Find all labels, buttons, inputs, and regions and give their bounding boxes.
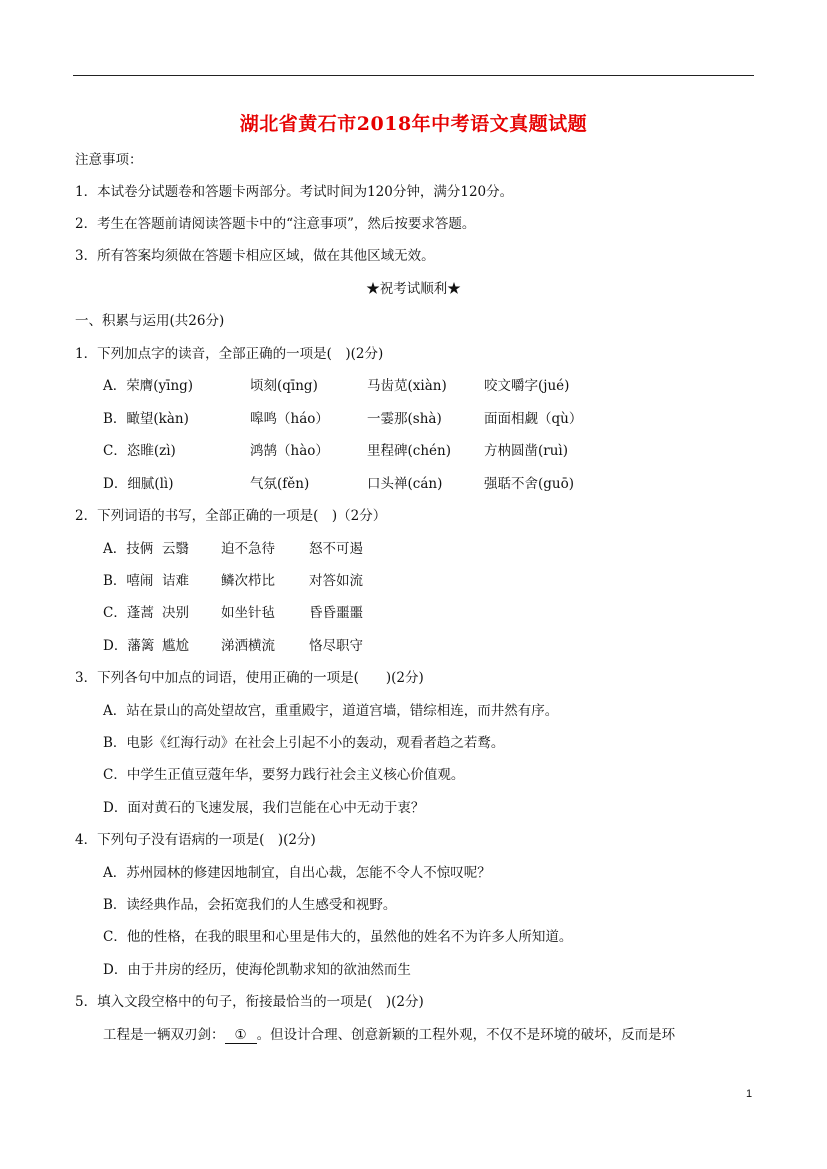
q2-option-b-item: 对答如流 (309, 573, 363, 589)
q1-option-c-item: 方枘圆凿(ruì) (484, 443, 568, 459)
section-heading: 一、积累与运用(共26分) (75, 313, 225, 329)
q1-option-c-item: 里程碑(chén) (367, 443, 451, 459)
question-4-stem: 4．下列句子没有语病的一项是( )(2分) (75, 832, 316, 848)
q3-option-a: A．站在景山的高处望故宫，重重殿宇，道道宫墙，错综相连，而井然有序。 (103, 703, 559, 719)
q2-option-d-item: D．藩篱 (103, 638, 155, 654)
question-3-stem: 3．下列各句中加点的词语，使用正确的一项是( )(2分) (75, 670, 424, 686)
q3-option-d: D．面对黄石的飞速发展，我们岂能在心中无动于衷？ (103, 800, 425, 816)
page-number: 1 (746, 1088, 753, 1100)
header-rule (73, 75, 754, 76)
q3-option-b: B．电影《红海行动》在社会上引起不小的轰动，观看者趋之若鹜。 (103, 735, 505, 751)
q1-option-d-item: 强聒不舍(guō) (484, 476, 574, 492)
q1-option-a-item: 咬文嚼字(jué) (484, 378, 570, 394)
q3-option-c: C．中学生正值豆蔻年华，要努力践行社会主义核心价值观。 (103, 767, 465, 783)
q2-option-a-item: 迫不急待 (221, 541, 275, 557)
q1-option-d-item: D．细腻(lì) (103, 476, 174, 492)
q5-passage-lead: 工程是一辆双刃剑： (103, 1027, 225, 1043)
q2-option-c-item: C．蓬蒿 (103, 605, 154, 621)
q1-option-c-item: C．恣睢(zì) (103, 443, 176, 459)
q1-option-a-item: A．荣膺(yīng) (103, 378, 194, 394)
q2-option-a-item: A．技俩 (103, 541, 154, 557)
q4-option-b: B．读经典作品，会拓宽我们的人生感受和视野。 (103, 897, 397, 913)
q2-option-c-item: 昏昏噩噩 (309, 605, 363, 621)
page-title: 湖北省黄石市2018年中考语文真题试题 (239, 113, 588, 135)
blessing-line: ★祝考试顺利★ (366, 281, 461, 297)
q2-option-b-item: 鳞次栉比 (221, 573, 275, 589)
question-5-stem: 5．填入文段空格中的句子，衔接最恰当的一项是( )(2分) (75, 994, 424, 1010)
q2-option-a-item: 云翳 (162, 541, 189, 557)
q2-option-b-item: 诘难 (162, 573, 189, 589)
notice-item: 1．本试卷分试题卷和答题卡两部分。考试时间为120分钟，满分120分。 (75, 184, 514, 200)
question-1-stem: 1．下列加点字的读音，全部正确的一项是( )(2分) (75, 346, 384, 362)
notice-item: 3．所有答案均须做在答题卡相应区域，做在其他区域无效。 (75, 248, 435, 264)
q4-option-c: C．他的性格，在我的眼里和心里是伟大的，虽然他的姓名不为许多人所知道。 (103, 929, 573, 945)
q1-option-b-item: 一霎那(shà) (367, 411, 442, 427)
q1-option-d-item: 气氛(fěn) (250, 476, 310, 492)
notice-item: 2．考生在答题前请阅读答题卡中的“注意事项”，然后按要求答题。 (75, 216, 476, 232)
q2-option-b-item: B．嘻闹 (103, 573, 154, 589)
q2-option-d-item: 涕洒横流 (221, 638, 275, 654)
q1-option-a-item: 顷刻(qīng) (250, 378, 318, 394)
q4-option-d: D．由于井房的经历，使海伦凯勒求知的欲油然而生 (103, 962, 411, 978)
q1-option-d-item: 口头禅(cán) (367, 476, 443, 492)
q5-passage (103, 1026, 675, 1044)
q2-option-c-item: 如坐针毡 (221, 605, 275, 621)
q2-option-a-item: 怒不可遏 (309, 541, 363, 557)
q5-blank-1: ① (225, 1027, 257, 1044)
question-2-stem: 2．下列词语的书写，全部正确的一项是( )（2分） (75, 508, 387, 524)
q1-option-a-item: 马齿苋(xiàn) (367, 378, 447, 394)
notice-heading: 注意事项： (75, 152, 143, 168)
q1-option-b-item: 面面相觑（qù） (484, 411, 583, 427)
q2-option-d-item: 尴尬 (162, 638, 189, 654)
q2-option-d-item: 恪尽职守 (309, 638, 363, 654)
q1-option-b-item: B．瞰望(kàn) (103, 411, 189, 427)
q5-passage-rest: 。但设计合理、创意新颖的工程外观，不仅不是环境的破坏，反而是环 (256, 1027, 676, 1043)
q1-option-b-item: 嗥鸣（háo） (250, 411, 329, 427)
q1-option-c-item: 鸿鹄（hào） (250, 443, 329, 459)
q2-option-c-item: 决别 (162, 605, 189, 621)
q4-option-a: A．苏州园林的修建因地制宜，自出心裁，怎能不令人不惊叹呢？ (103, 865, 491, 881)
